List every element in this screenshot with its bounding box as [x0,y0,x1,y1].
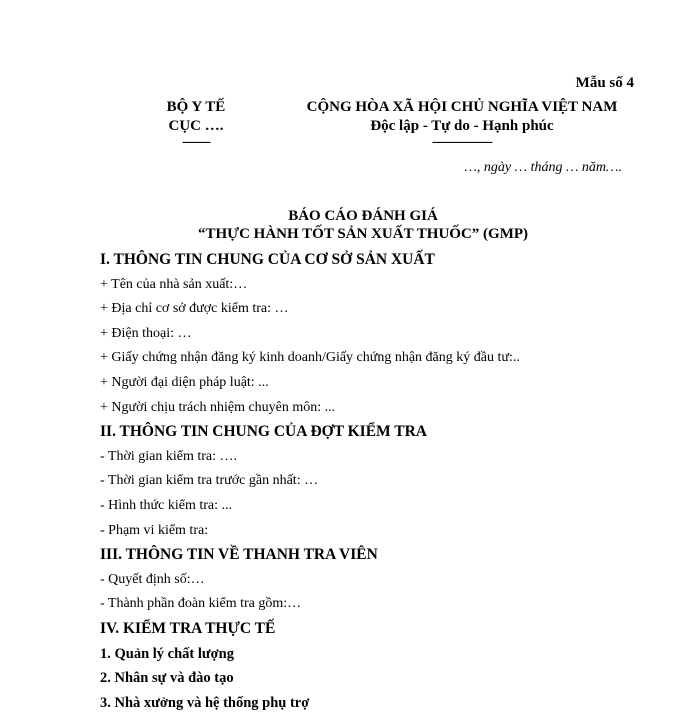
ministry-name: BỘ Y TẾ [166,99,226,115]
field-line: - Thời gian kiểm tra: …. [100,448,238,464]
report-title-line1: BÁO CÁO ĐÁNH GIÁ [288,208,438,224]
section-heading: I. THÔNG TIN CHUNG CỦA CƠ SỞ SẢN XUẤT [100,251,435,268]
subsection-heading: 1. Quản lý chất lượng [100,645,234,662]
field-line: - Hình thức kiểm tra: ... [100,497,233,513]
field-line: - Thời gian kiểm tra trước gần nhất: … [100,473,319,489]
field-line: + Địa chỉ cơ sở được kiểm tra: … [100,301,289,317]
subsection-heading: 2. Nhân sự và đào tạo [100,670,234,687]
department-name: CỤC …. [168,118,224,134]
field-line: + Giấy chứng nhận đăng ký kinh doanh/Giấy chứng nhận đăng ký đầu tư:.. [100,350,520,366]
section-heading: II. THÔNG TIN CHUNG CỦA ĐỢT KIỂM TRA [100,423,427,441]
field-line: + Người chịu trách nhiệm chuyên môn: ... [100,399,336,415]
date-line: …, ngày … tháng … năm…. [464,160,622,175]
field-line: - Thành phần đoàn kiểm tra gồm:… [100,596,302,612]
field-line: + Tên của nhà sản xuất:… [100,276,248,292]
field-line: + Người đại diện pháp luật: ... [100,374,269,390]
national-motto: Độc lập - Tự do - Hạnh phúc [370,118,554,134]
field-line: - Phạm vi kiểm tra: [100,522,209,538]
report-title-line2: “THỰC HÀNH TỐT SẢN XUẤT THUỐC” (GMP) [197,226,529,242]
subsection-heading: 3. Nhà xưởng và hệ thống phụ trợ [100,694,310,711]
country-name: CỘNG HÒA XÃ HỘI CHỦ NGHĨA VIỆT NAM [306,99,618,115]
form-number: Mẫu số 4 [575,75,634,91]
section-heading: III. THÔNG TIN VỀ THANH TRA VIÊN [100,546,378,564]
issuing-authority [150,98,242,149]
field-line: - Quyết định số:… [100,571,205,587]
header-right-separator: --------------- [432,134,492,150]
national-heading [290,98,634,149]
field-line: + Điện thoại: … [100,325,192,341]
report-title [0,207,700,243]
section-heading: IV. KIỂM TRA THỰC TẾ [100,619,276,637]
header-left-separator: ------- [182,134,210,150]
report-body [100,248,660,715]
